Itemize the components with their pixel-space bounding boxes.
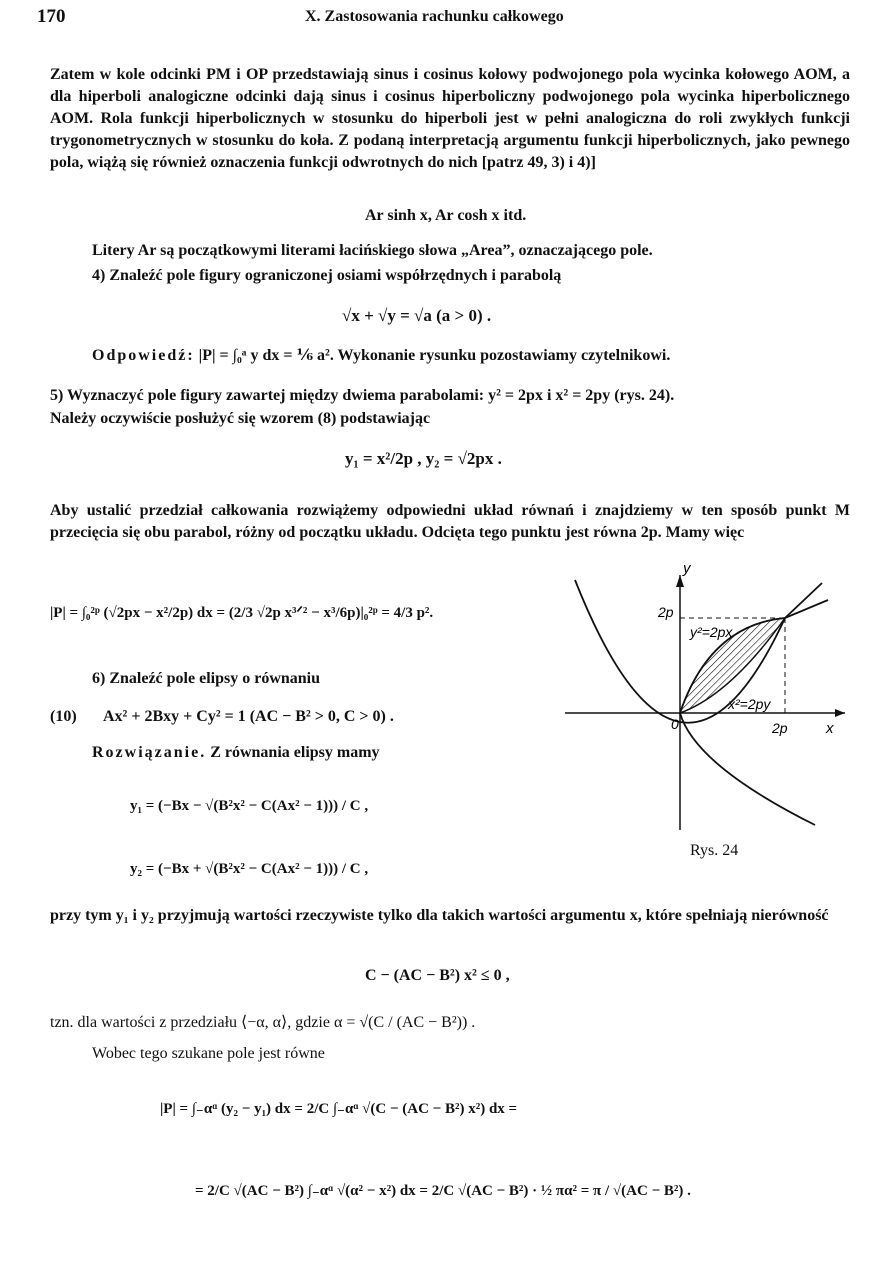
formula-ellipse-y2: y₂ = (−Bx + √(B²x² − C(Ax² − 1))) / C ,: [130, 861, 369, 877]
problem-5-statement: 5) Wyznaczyć pole figury zawartej między dwiema parabolami: y² = 2px i x² = 2py (rys. 24).: [50, 387, 675, 404]
equation-10-label: (10): [50, 708, 77, 725]
label-origin: 0: [671, 716, 679, 732]
paragraph-area-result: Wobec tego szukane pole jest równe: [92, 1045, 325, 1062]
formula-area-parabolas: |P| = ∫₀²ᵖ (√2px − x²/2p) dx = (2/3 √2p x³ᐟ² − x³/6p)|₀²ᵖ = 4/3 p².: [50, 605, 434, 621]
paragraph-real-values: przy tym y₁ i y₂ przyjmują wartości rzeczywiste tylko dla takich wartości argumentu x, które spełniają nierówność: [50, 907, 829, 924]
label-tick-x: 2p: [772, 720, 788, 736]
paragraph-integration-interval: Aby ustalić przedział całkowania rozwiążemy odpowiedni układ równań i znajdziemy w ten sposób punkt M przecięcia się obu parabol, różny od początku układu. Odcięta tego punktu jest równa 2p. Mamy więc: [50, 502, 850, 541]
parabola-y2-2px-lower: [680, 713, 815, 825]
problem-4-statement: 4) Znaleźć pole figury ograniczonej osiami współrzędnych i parabolą: [92, 267, 562, 284]
label-y-axis: y: [683, 560, 691, 577]
figure-caption: Rys. 24: [690, 842, 739, 859]
paragraph-hyperbolic-interpretation: Zatem w kole odcinki PM i OP przedstawiają sinus i cosinus kołowy podwojonego pola wycinka kołowego AOM, a dla hiperboli analogiczne odcinki dają sinus i cosinus hiperboliczny podwojonego pola wycinka hiperbolicznego AOM. Rola funkcji hiperbolicznych w stosunku do hiperboli jest w pełni analogiczna do roli zwykłych funkcji trygonometrycznych w stosunku do koła. Z podaną interpretacją argumentu funkcji hiperbolicznych, jako pewnego pola, wiążą się również oznaczenia funkcji odwrotnych do nich [patrz 49, 3) i 4)]: [50, 66, 850, 171]
formula-y1-y2-parabolas: y₁ = x²/2p , y₂ = √2px .: [345, 449, 502, 468]
figure-parabolas: [560, 555, 850, 865]
paragraph-interval: tzn. dla wartości z przedziału ⟨−α, α⟩, gdzie α = √(C / (AC − B²)) .: [50, 1014, 476, 1031]
solution-label: Rozwiązanie.: [92, 744, 207, 761]
label-curve-x2-2py: x²=2py: [728, 696, 771, 712]
equation-10-ellipse: Ax² + 2Bxy + Cy² = 1 (AC − B² > 0, C > 0) .: [103, 708, 394, 725]
problem-6-statement: 6) Znaleźć pole elipsy o równaniu: [92, 670, 321, 687]
formula-ellipse-area-1: |P| = ∫₋αᵅ (y₂ − y₁) dx = 2/C ∫₋αᵅ √(C − (AC − B²) x²) dx =: [160, 1101, 518, 1117]
formula-parabola: √x + √y = √a (a > 0) .: [342, 306, 492, 325]
formula-ellipse-y1: y₁ = (−Bx − √(B²x² − C(Ax² − 1))) / C ,: [130, 798, 369, 814]
answer-label: Odpowiedź:: [92, 347, 195, 364]
formula-ellipse-area-2: = 2/C √(AC − B²) ∫₋αᵅ √(α² − x²) dx = 2/C √(AC − B²) · ½ πα² = π / √(AC − B²) .: [195, 1183, 691, 1199]
label-curve-y2-2px: y²=2px: [690, 624, 733, 640]
paragraph-area-origin: Litery Ar są początkowymi literami łacińskiego słowa „Area”, oznaczającego pole.: [92, 242, 653, 259]
page-number: 170: [37, 6, 66, 27]
solution-text: Z równania elipsy mamy: [210, 744, 380, 761]
answer-4-text: |P| = ∫₀ᵃ y dx = ⅙ a². Wykonanie rysunku pozostawiamy czytelnikowi.: [198, 347, 671, 364]
label-tick-y: 2p: [658, 604, 674, 620]
label-x-axis: x: [826, 720, 834, 737]
formula-inequality: C − (AC − B²) x² ≤ 0 ,: [365, 967, 510, 984]
running-title: X. Zastosowania rachunku całkowego: [305, 8, 564, 25]
x-axis-arrow-icon: [835, 709, 845, 717]
formula-arsinh-arcosh: Ar sinh x, Ar cosh x itd.: [365, 207, 527, 224]
problem-5-hint: Należy oczywiście posłużyć się wzorem (8) podstawiając: [50, 410, 431, 427]
